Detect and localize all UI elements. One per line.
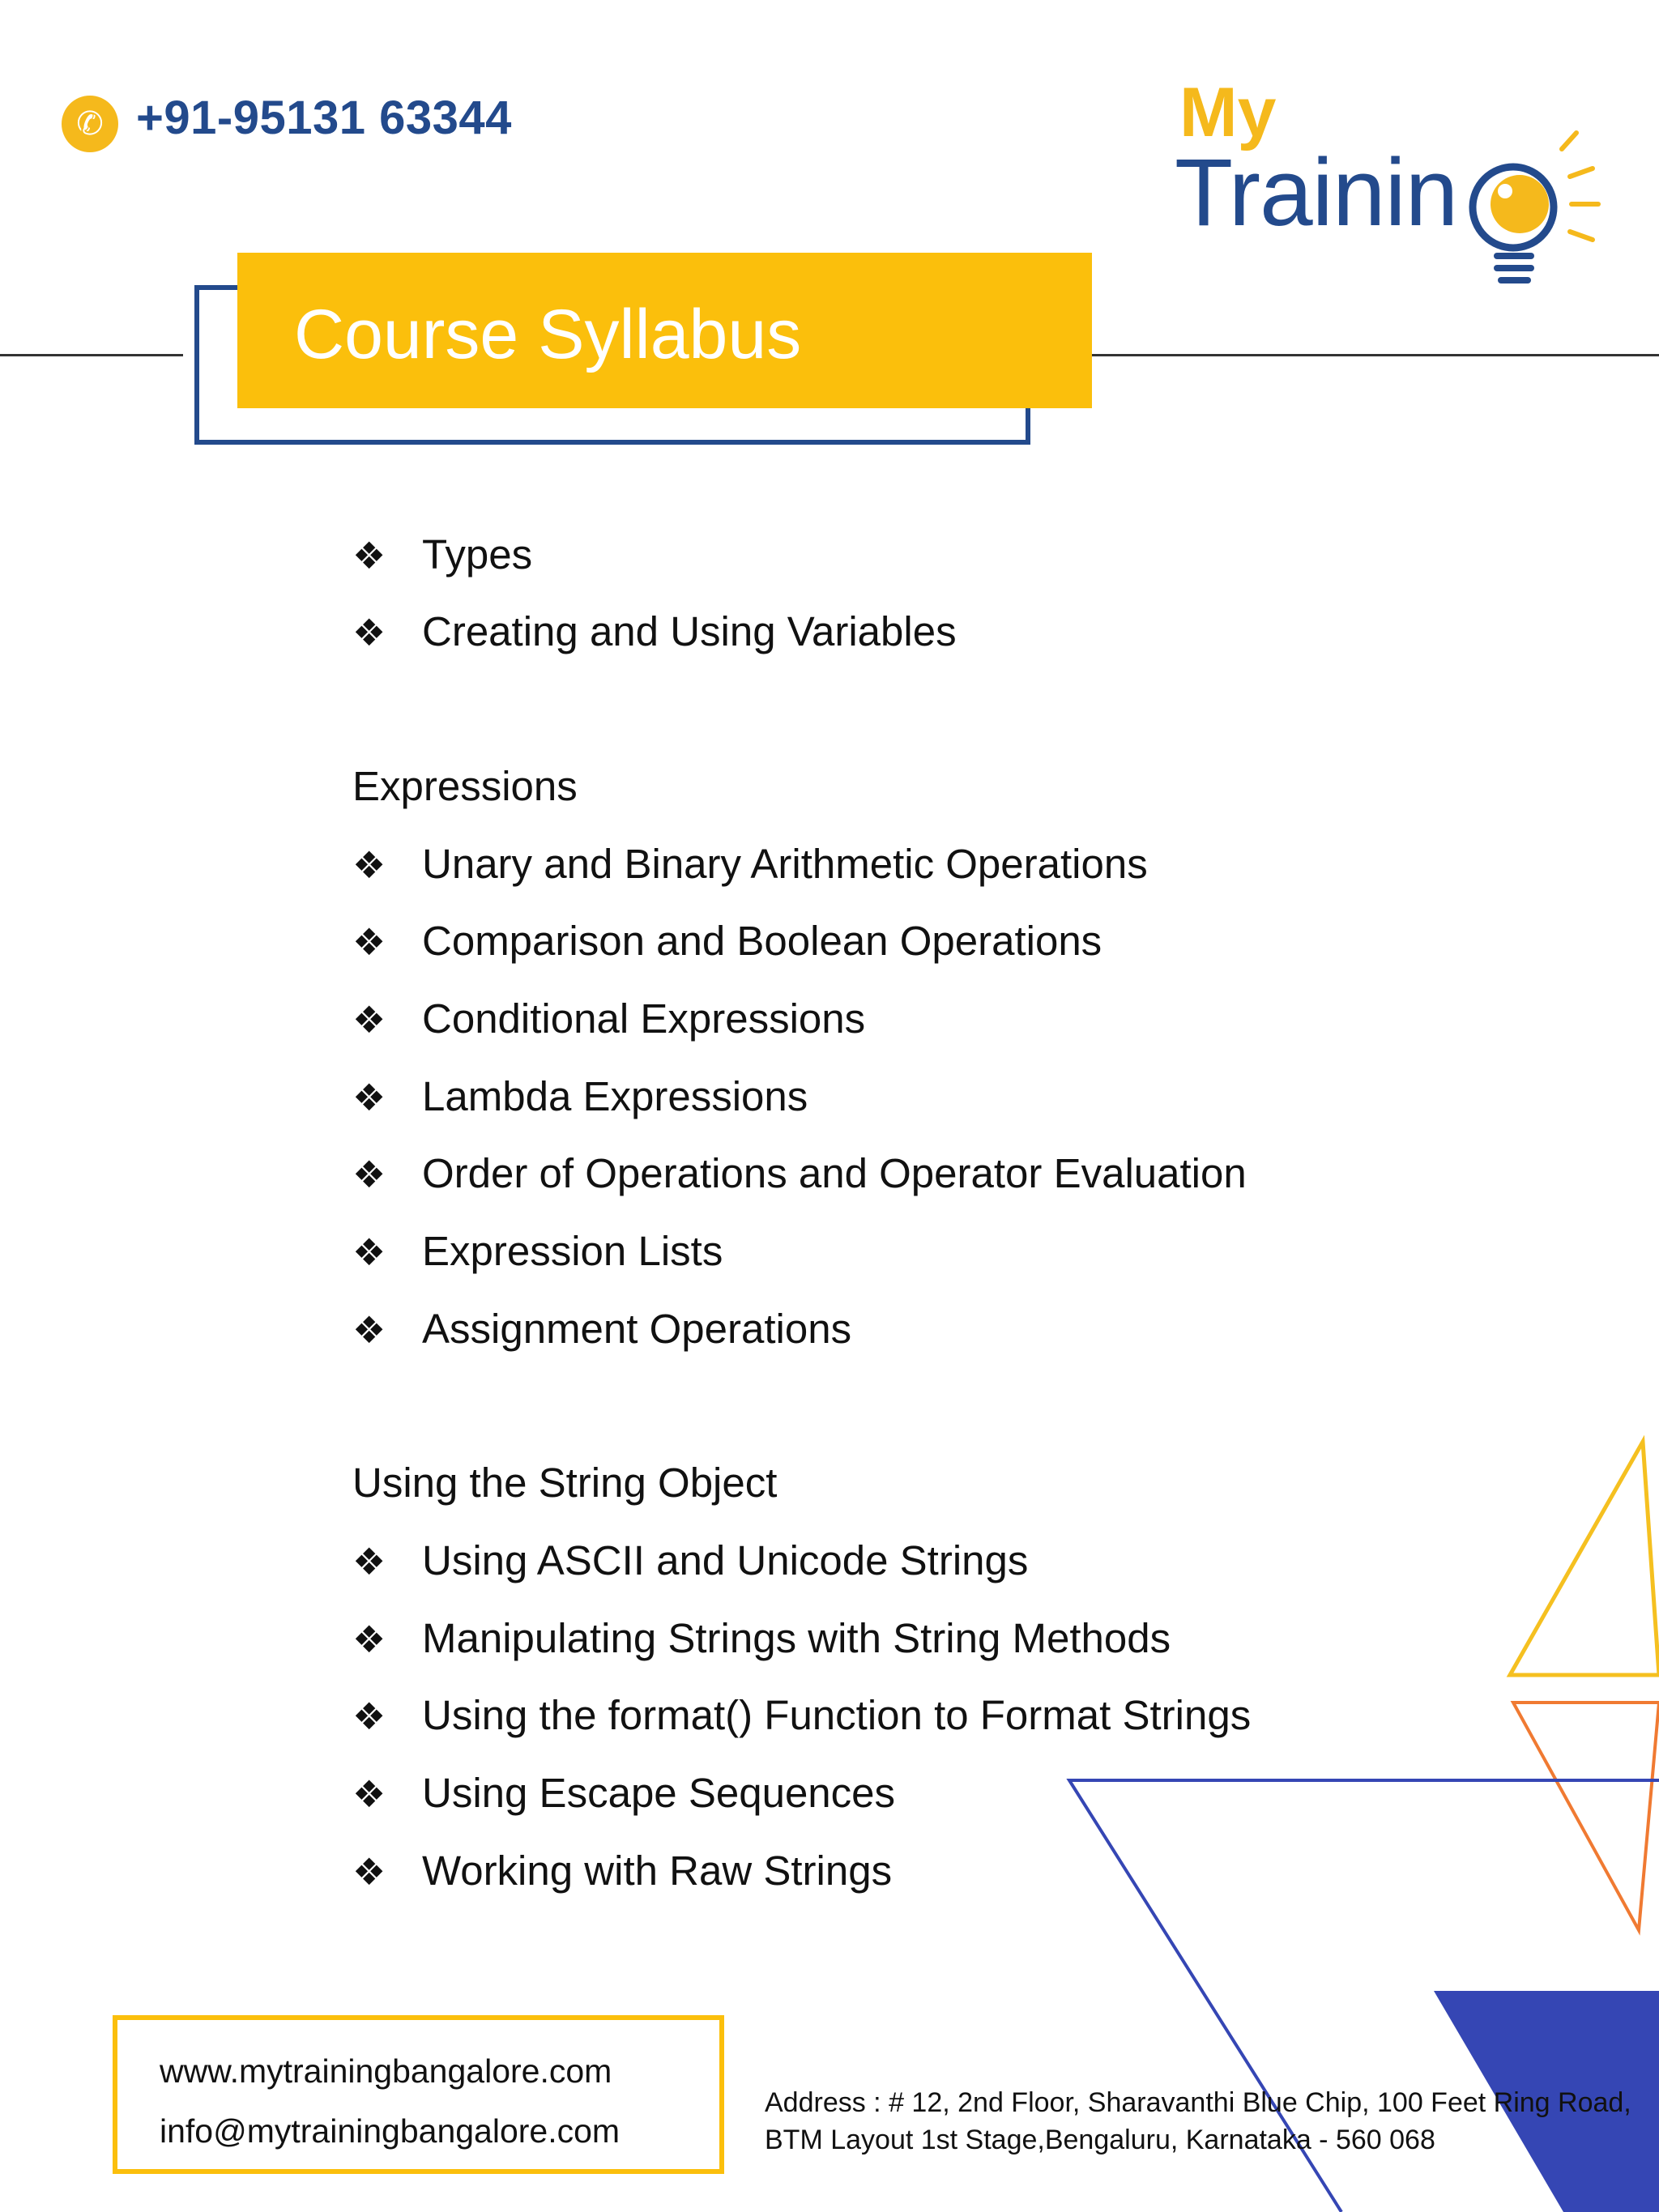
my-training-logo	[1175, 73, 1596, 292]
diamond-bullet-icon: ❖	[352, 1540, 386, 1583]
diamond-bullet-icon: ❖	[352, 1772, 386, 1816]
phone-number[interactable]: +91-95131 63344	[136, 92, 512, 144]
diamond-bullet-icon: ❖	[352, 1230, 386, 1274]
section-heading-string-object: Using the String Object	[352, 1460, 778, 1506]
diamond-bullet-icon: ❖	[352, 998, 386, 1042]
diamond-bullet-icon: ❖	[352, 1076, 386, 1119]
section-heading-expressions: Expressions	[352, 763, 578, 809]
contact-box	[113, 2015, 724, 2174]
address-line-1: Address : # 12, 2nd Floor, Sharavanthi Blue Chip, 100 Feet Ring Road,	[765, 2087, 1631, 2118]
title-divider-right	[1092, 354, 1659, 356]
syllabus-item: ❖ Using the format() Function to Format Strings	[352, 1692, 1252, 1738]
page-title: Course Syllabus	[294, 296, 802, 373]
diamond-bullet-icon: ❖	[352, 1153, 386, 1196]
diamond-bullet-icon: ❖	[352, 1694, 386, 1738]
website-link[interactable]: www.mytrainingbangalore.com	[160, 2052, 612, 2090]
logo-text-my: My	[1179, 74, 1277, 151]
address-block	[765, 2084, 1631, 2159]
diamond-bullet-icon: ❖	[352, 920, 386, 964]
syllabus-item: ❖ Using ASCII and Unicode Strings	[352, 1537, 1029, 1583]
diamond-bullet-icon: ❖	[352, 611, 386, 654]
phone-icon: ✆	[62, 96, 118, 152]
syllabus-item: ❖ Conditional Expressions	[352, 995, 866, 1042]
syllabus-item: ❖ Unary and Binary Arithmetic Operations	[352, 841, 1148, 887]
syllabus-item: ❖ Using Escape Sequences	[352, 1770, 896, 1816]
syllabus-item: ❖ Creating and Using Variables	[352, 608, 957, 654]
syllabus-item: ❖ Order of Operations and Operator Evaluation	[352, 1150, 1247, 1196]
syllabus-item: ❖ Expression Lists	[352, 1228, 723, 1274]
diamond-bullet-icon: ❖	[352, 534, 386, 578]
syllabus-item: ❖ Assignment Operations	[352, 1306, 852, 1352]
diamond-bullet-icon: ❖	[352, 843, 386, 887]
email-link[interactable]: info@mytrainingbangalore.com	[160, 2112, 621, 2150]
syllabus-item: ❖ Comparison and Boolean Operations	[352, 918, 1102, 964]
syllabus-item: ❖ Working with Raw Strings	[352, 1848, 893, 1894]
syllabus-item: ❖ Lambda Expressions	[352, 1073, 808, 1119]
diamond-bullet-icon: ❖	[352, 1308, 386, 1352]
address-line-2: BTM Layout 1st Stage,Bengaluru, Karnataka - 560 068	[765, 2125, 1435, 2155]
title-divider-left	[0, 354, 183, 356]
title-banner	[237, 253, 1092, 408]
diamond-bullet-icon: ❖	[352, 1850, 386, 1894]
lightbulb-icon	[1456, 126, 1602, 288]
diamond-bullet-icon: ❖	[352, 1617, 386, 1661]
logo-text-training: Trainin	[1175, 139, 1458, 246]
syllabus-item: ❖ Manipulating Strings with String Methods	[352, 1615, 1171, 1661]
syllabus-item: ❖ Types	[352, 531, 533, 578]
